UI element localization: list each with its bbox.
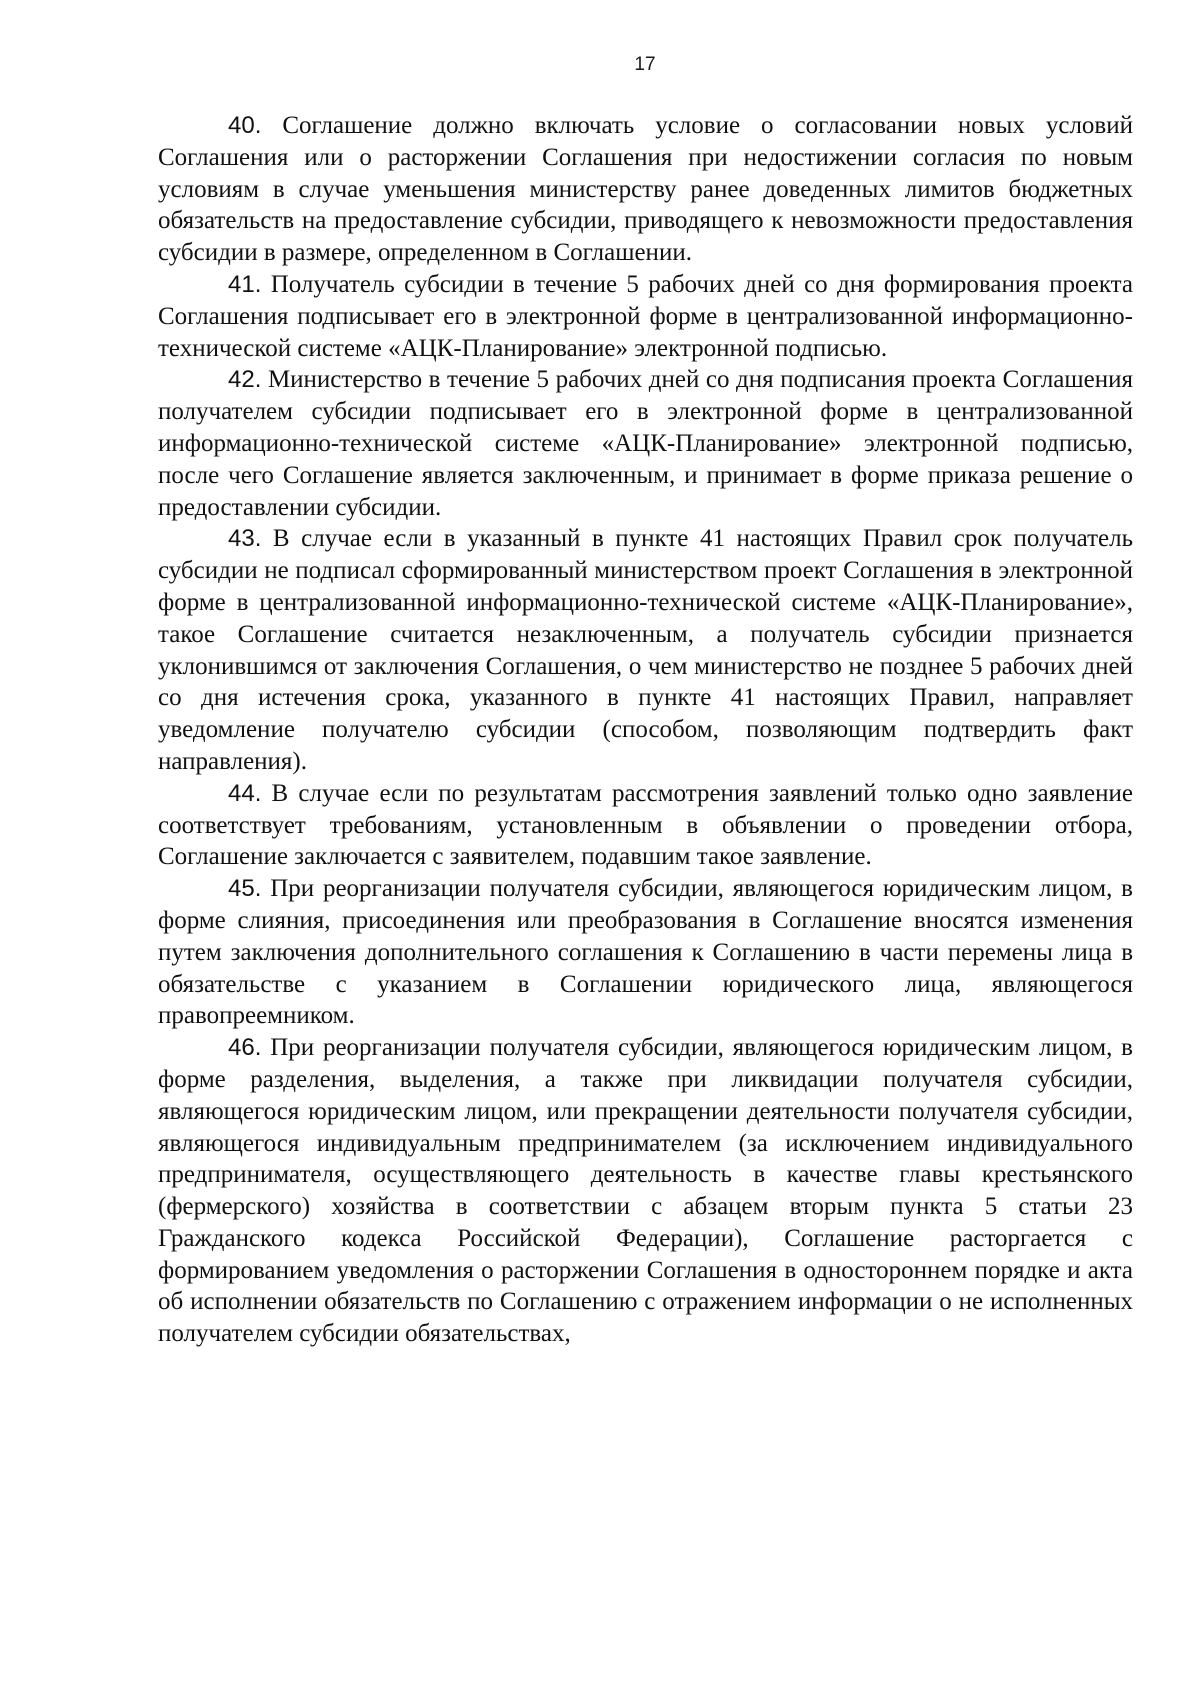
document-body	[158, 110, 1133, 1350]
paragraph-text: В случае если по результатам рассмотрения заявлений только одно заявление соответствует требованиям, установленным в объявлении о проведении отбора, Соглашение заключается с заявителем, подавшим такое заявление.	[158, 779, 1133, 871]
paragraph-number: 46.	[228, 1034, 262, 1062]
paragraph-40	[158, 110, 1133, 269]
paragraph-text: Соглашение должно включать условие о согласовании новых условий Соглашения или о расторжении Соглашения при недостижении согласия по новым условиям в случае уменьшения министерству ранее доведенных лимитов бюджетных обязательств на предоставление субсидии, приводящего к невозможности предоставления субсидии в размере, определенном в Соглашении.	[158, 112, 1133, 267]
paragraph-41	[158, 269, 1133, 364]
paragraph-number: 44.	[228, 779, 262, 807]
paragraph-46	[158, 1032, 1133, 1350]
paragraph-text: Министерство в течение 5 рабочих дней со дня подписания проекта Соглашения получателем субсидии подписывает его в электронной форме в централизованной информационно-технической системе «АЦК-Планирование» электронной подписью, после чего Соглашение является заключенным, и принимает в форме приказа решение о предоставлении субсидии.	[158, 366, 1133, 521]
paragraph-number: 41.	[228, 270, 262, 298]
paragraph-text: Получатель субсидии в течение 5 рабочих дней со дня формирования проекта Соглашения подписывает его в электронной форме в централизованной информационно-технической системе «АЦК-Планирование» электронной подписью.	[158, 270, 1133, 362]
paragraph-number: 42.	[228, 366, 262, 394]
paragraph-number: 40.	[228, 112, 262, 139]
paragraph-45	[158, 873, 1133, 1032]
page-number: 17	[634, 54, 656, 75]
paragraph-44	[158, 778, 1133, 873]
paragraph-43	[158, 523, 1133, 777]
paragraph-text: При реорганизации получателя субсидии, являющегося юридическим лицом, в форме слияния, присоединения или преобразования в Соглашение вносятся изменения путем заключения дополнительного соглашения к Соглашению в части перемены лица в обязательстве с указанием в Соглашении юридического лица, являющегося правопреемником.	[158, 875, 1133, 1030]
paragraph-text: В случае если в указанный в пункте 41 настоящих Правил срок получатель субсидии не подписал сформированный министерством проект Соглашения в электронной форме в централизованной информационно-технической системе «АЦК-Планирование», такое Соглашение считается незаключенным, а получатель субсидии признается уклонившимся от заключения Соглашения, о чем министерство не позднее 5 рабочих дней со дня истечения срока, указанного в пункте 41 настоящих Правил, направляет уведомление получателю субсидии (способом, позволяющим подтвердить факт направления).	[158, 525, 1133, 775]
paragraph-number: 43.	[228, 525, 262, 553]
paragraph-42	[158, 364, 1133, 523]
paragraph-text: При реорганизации получателя субсидии, являющегося юридическим лицом, в форме разделения, выделения, а также при ликвидации получателя субсидии, являющегося юридическим лицом, или прекращении деятельности получателя субсидии, являющегося индивидуальным предпринимателем (за исключением индивидуального предпринимателя, осуществляющего деятельность в качестве главы крестьянского (фермерского) хозяйства в соответствии с абзацем вторым пункта 5 статьи 23 Гражданского кодекса Российской Федерации), Соглашение расторгается с формированием уведомления о расторжении Соглашения в одностороннем порядке и акта об исполнении обязательств по Соглашению с отражением информации о не исполненных получателем субсидии обязательствах,	[158, 1034, 1133, 1348]
paragraph-number: 45.	[228, 875, 262, 903]
